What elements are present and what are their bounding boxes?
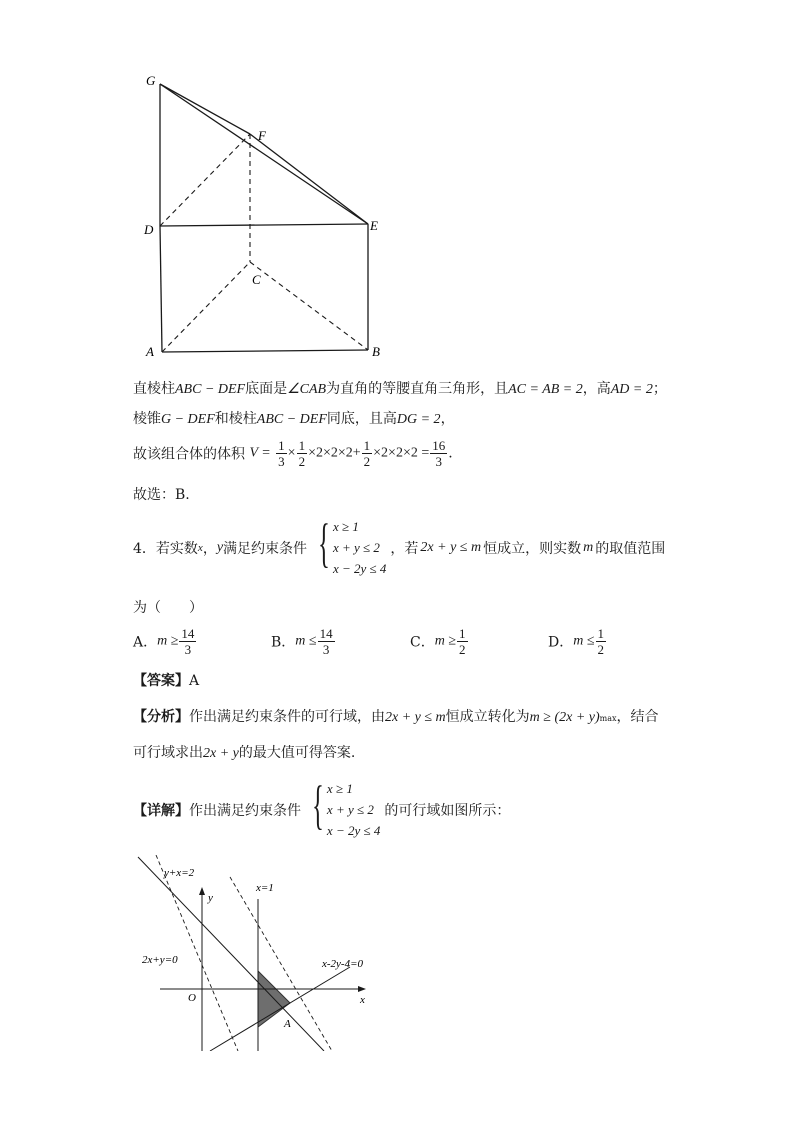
edge-AB [162,350,368,352]
x-axis-arrow [358,986,366,992]
label-origin: O [188,992,196,1004]
y-axis-arrow [199,887,205,895]
analysis-line-1: 【分析】作出满足约束条件的可行域，由2x + y ≤ m恒成立转化为m ≥ (2x + y)max，结合 [133,709,659,725]
choice-line: 故选：B. [133,487,190,503]
feasible-region-figure [130,855,380,1055]
frac-1-2a: $\frac{1}{2}$ [298,438,306,469]
frac-1-3: $\frac{1}{3}$ [278,438,285,469]
option-d[interactable]: D．m ≤ $\frac{1}{2}$ [548,626,605,657]
label-y-axis: y [208,892,213,904]
label-E: E [370,218,378,233]
edge-AC [162,262,250,352]
detail-line: 【详解】 作出满足约束条件 { x ≥ 1 x + y ≤ 2 x − 2y ≤ 4 的可行域如图所示： [133,778,510,841]
frac-16-3: $\frac{16}{3}$ [432,438,446,469]
label-C: C [252,272,261,287]
line-2x-plus-y-0 [156,855,238,1051]
constraint-system-q: { x ≥ 1 x + y ≤ 2 x − 2y ≤ 4 [318,513,387,576]
constraint-system-detail: { x ≥ 1 x + y ≤ 2 x − 2y ≤ 4 [312,775,381,838]
edge-GF [160,84,250,134]
frac-1-2b: $\frac{1}{2}$ [363,438,371,469]
label-D: D [144,222,154,237]
answer-line: 【答案】A [133,673,200,689]
label-point-a: A [284,1018,291,1030]
label-line3: 2x+y=0 [142,954,178,966]
question-4-line2: 为（ ） [133,600,203,616]
solution-line-2: 棱锥G − DEF和棱柱ABC − DEF同底，且高DG = 2， [133,411,455,427]
label-G: G [146,73,156,88]
edge-DF [160,134,250,226]
label-x-axis: x [360,994,365,1006]
option-c[interactable]: C．m ≥ $\frac{1}{2}$ [410,626,466,657]
label-B: B [372,344,380,359]
option-b[interactable]: B．m ≤ $\frac{14}{3}$ [271,626,333,657]
edge-FE [250,134,368,224]
label-F: F [258,128,266,143]
label-line2: x=1 [256,882,274,894]
edge-DE [160,224,368,226]
label-line4: x-2y-4=0 [322,958,364,970]
solution-line-1: 直棱柱ABC − DEF底面是∠CAB为直角的等腰直角三角形，且AC = AB = 2，高AD = 2； [133,381,667,397]
label-A: A [146,344,154,359]
edge-CB [250,262,368,350]
line-x-2y-4 [210,967,350,1051]
question-4: 4．若实数 x ， y 满足约束条件 { x ≥ 1 x + y ≤ 2 x − 2y ≤ 4 ，若 2x + y ≤ m 恒成立，则实数 m 的取值范围 [133,516,665,579]
option-a[interactable]: A．m ≥ $\frac{14}{3}$ [133,626,195,657]
edge-GE [160,84,368,224]
analysis-line-2: 可行域求出2x + y的最大值可得答案. [133,745,356,761]
line-2x-plus-y-max [230,877,332,1051]
prism-figure [138,68,398,368]
edge-DA [160,226,162,352]
label-line1: y+x=2 [164,867,195,879]
solution-line-3: 故该组合体的体积 V = $\frac{1}{3}$ × $\frac{1}{2}$ ×2×2×2+ $\frac{1}{2}$ ×2×2×2 = $\frac{16}{3}$ . [133,438,453,469]
